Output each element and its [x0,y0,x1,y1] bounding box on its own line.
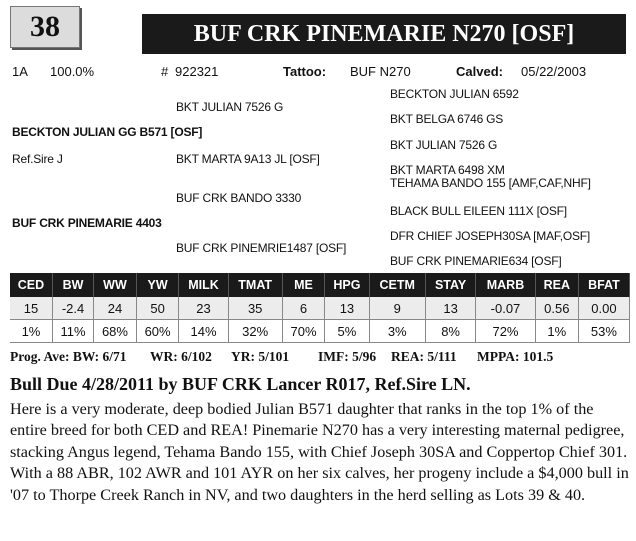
epd-percentile: 32% [228,320,282,343]
epd-header: HPG [325,273,369,297]
epd-value: 0.56 [535,297,578,320]
prog-mppa: MPPA: 101.5 [477,349,554,364]
epd-percentile: 60% [136,320,179,343]
epd-header: TMAT [228,273,282,297]
epd-header: REA [535,273,578,297]
epd-percentile: 1% [535,320,578,343]
prog-rea: REA: 5/111 [391,349,457,364]
epd-header: MARB [476,273,535,297]
epd-value: 9 [369,297,425,320]
epd-header: WW [94,273,137,297]
calved-date: 05/22/2003 [521,64,587,79]
epd-percentile: 3% [369,320,425,343]
tattoo-value: BUF N270 [350,64,411,79]
prog-wr: WR: 6/102 [150,349,212,364]
pedigree-ddd: BUF CRK PINEMARIE634 [OSF] [390,254,562,268]
pedigree-dam: BUF CRK PINEMARIE 4403 [12,216,162,230]
epd-percentiles-row [10,320,630,343]
epd-value: 0.00 [578,297,629,320]
epd-percentile: 70% [282,320,325,343]
epd-value: 50 [136,297,179,320]
epd-percentile: 8% [425,320,475,343]
tattoo-label: Tattoo: [283,64,327,79]
epd-value: -2.4 [52,297,93,320]
percent-value: 100.0% [50,64,95,79]
epd-header: STAY [425,273,475,297]
prog-yr: YR: 5/101 [231,349,290,364]
class-label: 1A [12,64,28,79]
epd-table [10,273,630,343]
epd-header-row [10,273,630,297]
animal-name-title: BUF CRK PINEMARIE N270 [OSF] [142,14,626,54]
epd-value: 24 [94,297,137,320]
calved-label: Calved: [456,64,503,79]
pedigree-dss: TEHAMA BANDO 155 [AMF,CAF,NHF] [390,176,591,190]
epd-percentile: 5% [325,320,369,343]
epd-values-row [10,297,630,320]
epd-value: -0.07 [476,297,535,320]
pedigree-dsd: BLACK BULL EILEEN 111X [OSF] [390,204,567,218]
epd-value: 35 [228,297,282,320]
epd-percentile: 53% [578,320,629,343]
prog-ave-bw: Prog. Ave: BW: 6/71 [10,349,127,364]
epd-value: 13 [325,297,369,320]
reg-label: # [161,64,169,79]
epd-percentile: 1% [10,320,52,343]
pedigree-sdd: BKT MARTA 6498 XM [390,163,505,177]
pedigree-ref-sire: Ref.Sire J [12,152,63,166]
epd-header: MILK [179,273,228,297]
reg-number: 922321 [175,64,219,79]
epd-percentile: 14% [179,320,228,343]
pedigree-dam-sire: BUF CRK BANDO 3330 [176,191,302,205]
epd-header: CED [10,273,52,297]
pedigree-dam-dam: BUF CRK PINEMRIE1487 [OSF] [176,241,347,255]
pedigree-dds: DFR CHIEF JOSEPH30SA [MAF,OSF] [390,229,591,243]
pedigree-sire-sire: BKT JULIAN 7526 G [176,100,284,114]
epd-header: YW [136,273,179,297]
lot-description: Here is a very moderate, deep bodied Julian B571 daughter that ranks in the top 1% of the entire breed for both CED and REA! Pinemarie N270 has a very interesting maternal pedigree, stacking Angus legend, Tehama Bando 155, with Chief Joseph 30SA and Coppertop Chief 301. With a 88 ABR, 102 AWR and 101 AYR on her six calves, her progeny include a $4,000 bull in '07 to Thorpe Creek Ranch in NV, and two daughters in the herd selling as Lots 39 & 40. [10,400,629,504]
lot-number: 38 [10,6,80,48]
epd-percentile: 72% [476,320,535,343]
epd-value: 6 [282,297,325,320]
epd-header: CETM [369,273,425,297]
bull-due-heading: Bull Due 4/28/2011 by BUF CRK Lancer R017, Ref.Sire LN. [10,374,471,394]
pedigree-sire: BECKTON JULIAN GG B571 [OSF] [12,125,203,139]
prog-imf: IMF: 5/96 [318,349,377,364]
epd-percentile: 68% [94,320,137,343]
epd-value: 23 [179,297,228,320]
pedigree-sds: BKT JULIAN 7526 G [390,138,498,152]
epd-header: BW [52,273,93,297]
pedigree-sss: BECKTON JULIAN 6592 [390,87,519,101]
epd-value: 15 [10,297,52,320]
epd-value: 13 [425,297,475,320]
epd-header: ME [282,273,325,297]
epd-percentile: 11% [52,320,93,343]
pedigree-ssd: BKT BELGA 6746 GS [390,112,504,126]
pedigree-sire-dam: BKT MARTA 9A13 JL [OSF] [176,152,320,166]
epd-header: BFAT [578,273,629,297]
